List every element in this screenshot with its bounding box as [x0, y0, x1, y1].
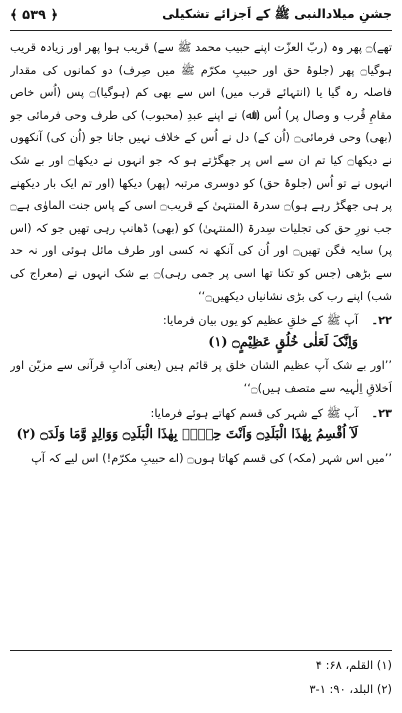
page-number: ﴾ ۵۳۹ ﴿ — [10, 7, 59, 23]
footnote-divider — [10, 650, 392, 651]
page-header — [10, 0, 392, 31]
section-23-translation: ’’میں اس شہر (مکہ) کی قسم کھاتا ہوں۝ (اے حبیبِ مکرّم!) اس لیے کہ آپ — [31, 450, 392, 465]
section-23-heading — [10, 402, 392, 425]
section-heading: آپ ﷺ کے شہر کی قسم کھاتے ہوئے فرمایا: — [150, 405, 358, 420]
quran-translation-paragraph: تھے)۝ پھر وہ (ربّ العزّت اپنے حبیب محمد ﷺ سے) قریب ہوا پھر اور زیادہ قریب ہوگیا۝ پھر (جلوۂ حق اور حبیبِ مکرّم ﷺ میں صِرف) دو کمانوں کی مقدار فاصلہ رہ گیا یا (انتہائے قرب میں) اس سے بھی کم (ہوگیا)۝ پس (اُس خاص مقامِ قُرب و وصال پر) اُس (اﷲ) نے اپنے عبدِ (محبوب) کی طرف وحی فرمائی جو (بھی) وحی فرمائی۝ (اُن کے) دل نے اُس کے خلاف نہیں جانا جو (اُن کی) آنکھوں نے دیکھا۝ کیا تم ان سے اس پر جھگڑتے ہو کہ جو انہوں نے دیکھا۝ اور بے شک انہوں نے تو اُس (جلوۂ حق) کو دوسری مرتبہ (پھر) دیکھا (اور تم ایک بار دیکھنے پر ہی جھگڑ رہے ہو)۝ سدرۃ المنتہیٰ کے قریب۝ اسی کے پاس جنت الماوٰی ہے۝ جب نورِ حق کی تجلیات سِدرۃ (المنتہیٰ) کو (بھی) ڈھانپ رہی تھیں جو کہ (اس پر) سایہ فگن تھیں۝ اور اُن کی آنکھ نہ کسی اور طرف مائل ہوئی اور نہ حد سے بڑھی (جس کو تکنا تھا اسی پر جمی رہی)۝ بے شک انہوں نے (معراج کی شب) اپنے رب کی بڑی نشانیاں دیکھیں۝‘‘ — [10, 40, 392, 303]
footnotes — [10, 653, 392, 707]
section-23-verse: لَآ اُقْسِمُ بِهٰذَا الْبَلَدِ۝ وَاَنْتَ حِلٌّۢ بِهٰذَا الْبَلَدِ۝ وَوَالِدٍ وَّمَا وَلَدَ۝ (۲) — [16, 427, 358, 443]
running-title: جشنِ میلادالنبی ﷺ کے اَجزائے تشکیلی — [162, 5, 392, 21]
section-number: ۲۳۔ — [371, 405, 392, 420]
footnote-1: (۱) القلم، ۶۸: ۴ — [315, 658, 392, 672]
section-22-translation: ’’اور بے شک آپ عظیم الشان خلق پر قائم ہیں (یعنی آدابِ قرآنی سے مزیّن اور اَخلاقِ اِلٰہیہ سے متصف ہیں)۝‘‘ — [10, 358, 392, 395]
section-heading: آپ ﷺ کے خلقِ عظیم کو یوں بیان فرمایا: — [162, 313, 358, 328]
section-22-verse: وَاِنَّکَ لَعَلٰی خُلُقٍ عَظِیْمٍ۝ (۱) — [208, 334, 358, 350]
section-number: ۲۲۔ — [371, 313, 392, 328]
page-body — [10, 36, 392, 643]
footnote-2: (۲) البلد، ۹۰: ۱-۳ — [309, 682, 392, 696]
section-22-heading — [10, 309, 392, 332]
